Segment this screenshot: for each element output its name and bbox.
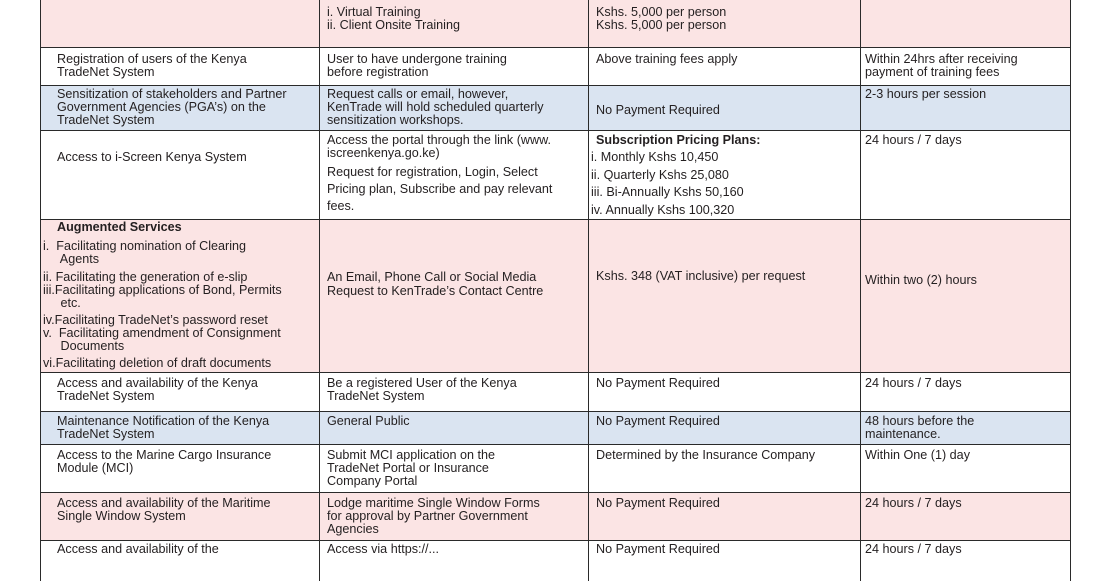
requirements-cell bbox=[320, 412, 589, 444]
requirements-cell bbox=[320, 86, 589, 130]
timeline-cell bbox=[861, 373, 1070, 411]
timeline-line: Within One (1) day bbox=[865, 448, 970, 462]
cost-line: Above training fees apply bbox=[596, 52, 738, 66]
pricing-plan-line: i. Monthly Kshs 10,450 bbox=[591, 150, 719, 164]
service-cell bbox=[41, 48, 320, 85]
requirement-line: An Email, Phone Call or Social Media bbox=[327, 270, 537, 284]
service-line: v. Facilitating amendment of Consignment bbox=[43, 326, 281, 340]
service-line: iii.Facilitating applications of Bond, Permits bbox=[43, 283, 282, 297]
pricing-plan-line: ii. Quarterly Kshs 25,080 bbox=[591, 167, 729, 182]
service-line: ii. Facilitating the generation of e-slip bbox=[43, 270, 248, 284]
service-line: Sensitization of stakeholders and Partner bbox=[57, 87, 287, 101]
requirements-cell bbox=[320, 131, 589, 219]
service-line: TradeNet System bbox=[57, 389, 155, 403]
timeline-line: 48 hours before the bbox=[865, 414, 975, 428]
service-cell bbox=[41, 131, 320, 219]
cost-cell bbox=[589, 131, 861, 219]
service-line: Access and availability of the Kenya bbox=[57, 376, 258, 390]
requirement-line: iscreenkenya.go.ke) bbox=[327, 146, 440, 160]
service-cell bbox=[41, 541, 320, 581]
cost-cell bbox=[589, 412, 861, 444]
requirements-cell bbox=[320, 373, 589, 411]
service-cell bbox=[41, 445, 320, 492]
service-line: Government Agencies (PGA’s) on the bbox=[57, 100, 266, 114]
timeline-cell bbox=[861, 445, 1070, 492]
service-line: Access and availability of the bbox=[57, 542, 219, 556]
requirement-line: Pricing plan, Subscribe and pay relevant bbox=[327, 182, 553, 196]
requirements-cell bbox=[320, 445, 589, 492]
cost-line: No Payment Required bbox=[596, 542, 720, 556]
service-line: etc. bbox=[43, 296, 81, 310]
timeline-cell bbox=[861, 220, 1070, 372]
service-line: Registration of users of the Kenya bbox=[57, 52, 247, 66]
timeline-cell bbox=[861, 541, 1070, 581]
timeline-line: 24 hours / 7 days bbox=[865, 133, 962, 147]
cost-cell bbox=[589, 445, 861, 492]
table-row bbox=[40, 445, 1071, 493]
service-line: Access to the Marine Cargo Insurance bbox=[57, 448, 272, 462]
requirement-line: User to have undergone training bbox=[327, 52, 507, 66]
table-row bbox=[40, 0, 1071, 48]
service-line: Access and availability of the Maritime bbox=[57, 496, 271, 510]
timeline-line: maintenance. bbox=[865, 427, 941, 441]
table-row bbox=[40, 493, 1071, 541]
timeline-line: payment of training fees bbox=[865, 65, 1000, 79]
cost-cell bbox=[589, 373, 861, 411]
cost-line: Kshs. 5,000 per person bbox=[596, 18, 727, 32]
requirement-line: Access the portal through the link (www. bbox=[327, 133, 551, 147]
requirement-line: Request calls or email, however, bbox=[327, 87, 509, 101]
cost-line: No Payment Required bbox=[596, 496, 720, 510]
service-cell bbox=[41, 493, 320, 540]
table-row bbox=[40, 86, 1071, 131]
cost-cell bbox=[589, 493, 861, 540]
service-line: TradeNet System bbox=[57, 113, 155, 127]
service-line: vi.Facilitating deletion of draft documents bbox=[43, 356, 272, 370]
requirement-line: Submit MCI application on the bbox=[327, 448, 496, 462]
requirement-line: TradeNet System bbox=[327, 389, 425, 403]
service-charter-table bbox=[40, 0, 1071, 581]
requirement-line: Access via https://... bbox=[327, 542, 439, 556]
timeline-line: 24 hours / 7 days bbox=[865, 376, 962, 390]
service-line: TradeNet System bbox=[57, 427, 155, 441]
pricing-plan-line: iv. Annually Kshs 100,320 bbox=[591, 202, 735, 217]
service-line: Agents bbox=[43, 252, 100, 266]
cost-line: No Payment Required bbox=[596, 376, 720, 390]
requirement-line: before registration bbox=[327, 65, 429, 79]
cost-line: No Payment Required bbox=[596, 414, 720, 428]
requirement-line: Be a registered User of the Kenya bbox=[327, 376, 517, 390]
service-cell bbox=[41, 220, 320, 372]
service-line: Documents bbox=[43, 339, 125, 353]
table-row bbox=[40, 541, 1071, 581]
requirement-line: sensitization workshops. bbox=[327, 113, 464, 127]
service-cell bbox=[41, 373, 320, 411]
requirement-line: KenTrade will hold scheduled quarterly bbox=[327, 100, 544, 114]
cost-cell bbox=[589, 48, 861, 85]
requirement-line: fees. bbox=[327, 199, 355, 213]
requirements-cell bbox=[320, 541, 589, 581]
service-cell bbox=[41, 86, 320, 130]
cost-line: Kshs. 348 (VAT inclusive) per request bbox=[596, 269, 806, 283]
table-row bbox=[40, 48, 1071, 86]
table-row bbox=[40, 131, 1071, 220]
requirements-cell bbox=[320, 220, 589, 372]
service-cell bbox=[41, 412, 320, 444]
requirement-line: Company Portal bbox=[327, 474, 418, 488]
timeline-line: Within two (2) hours bbox=[865, 273, 977, 287]
requirement-line: for approval by Partner Government bbox=[327, 509, 528, 523]
timeline-cell bbox=[861, 0, 1070, 47]
service-line: i. Facilitating nomination of Clearing bbox=[43, 239, 247, 253]
service-line: Module (MCI) bbox=[57, 461, 134, 475]
timeline-line: Within 24hrs after receiving bbox=[865, 52, 1018, 66]
requirement-line: TradeNet Portal or Insurance bbox=[327, 461, 489, 475]
service-line: Single Window System bbox=[57, 509, 186, 523]
requirement-line: Request for registration, Login, Select bbox=[327, 165, 538, 179]
timeline-cell bbox=[861, 86, 1070, 130]
requirement-line: Lodge maritime Single Window Forms bbox=[327, 496, 540, 510]
timeline-line: 24 hours / 7 days bbox=[865, 542, 962, 556]
timeline-cell bbox=[861, 412, 1070, 444]
requirements-cell bbox=[320, 493, 589, 540]
pricing-plan-line: iii. Bi-Annually Kshs 50,160 bbox=[591, 185, 744, 199]
timeline-line: 24 hours / 7 days bbox=[865, 496, 962, 510]
cost-line: Determined by the Insurance Company bbox=[596, 448, 816, 462]
timeline-cell bbox=[861, 493, 1070, 540]
requirement-line: General Public bbox=[327, 414, 410, 428]
service-line: Maintenance Notification of the Kenya bbox=[57, 414, 270, 428]
table-row bbox=[40, 220, 1071, 373]
table-row bbox=[40, 373, 1071, 412]
service-line: TradeNet System bbox=[57, 65, 155, 79]
requirement-line: ii. Client Onsite Training bbox=[327, 18, 460, 32]
requirements-cell bbox=[320, 48, 589, 85]
timeline-line: 2-3 hours per session bbox=[865, 87, 987, 101]
augmented-services-title: Augmented Services bbox=[57, 220, 182, 234]
cost-cell bbox=[589, 220, 861, 372]
requirements-cell bbox=[320, 0, 589, 47]
timeline-cell bbox=[861, 131, 1070, 219]
pricing-plans-title: Subscription Pricing Plans: bbox=[596, 133, 761, 147]
service-line: iv.Facilitating TradeNet’s password reset bbox=[43, 313, 268, 327]
service-cell bbox=[41, 0, 320, 47]
requirement-line: Request to KenTrade’s Contact Centre bbox=[327, 284, 544, 298]
requirement-line: i. Virtual Training bbox=[327, 5, 421, 19]
cost-cell bbox=[589, 541, 861, 581]
table-row bbox=[40, 412, 1071, 445]
timeline-cell bbox=[861, 48, 1070, 85]
cost-line: Kshs. 5,000 per person bbox=[596, 5, 727, 19]
cost-cell bbox=[589, 0, 861, 47]
requirement-line: Agencies bbox=[327, 522, 379, 536]
cost-line: No Payment Required bbox=[596, 103, 720, 117]
service-line: Access to i-Screen Kenya System bbox=[57, 150, 247, 164]
cost-cell bbox=[589, 86, 861, 130]
